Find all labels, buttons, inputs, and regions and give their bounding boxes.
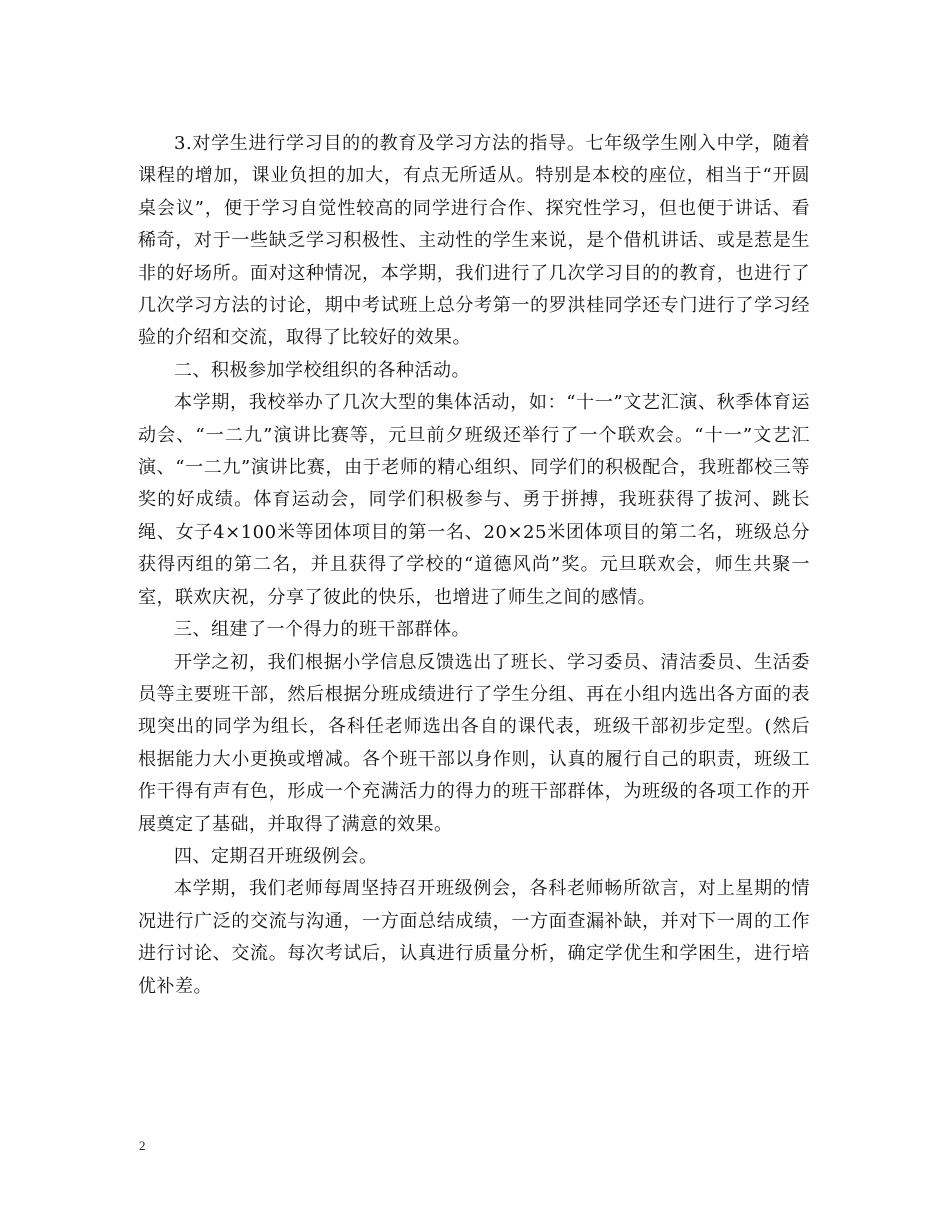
- heading-class-cadres: 三、组建了一个得力的班干部群体。: [174, 619, 470, 641]
- paragraph-class-cadres: 开学之初，我们根据小学信息反馈选出了班长、学习委员、清洁委员、生活委员等主要班干部，然后根据分班成绩进行了学生分组、再在小组内选出各方面的表现突出的同学为组长，各科任老师选出各自的课代表，班级干部初步定型。(然后根据能力大小更换或增减。各个班干部以身作则，认真的履行自己的职责，班级工作干得有声有色，形成一个充满活力的得力的班干部群体，为班级的各项工作的开展奠定了基础，并取得了满意的效果。: [138, 651, 810, 835]
- heading-class-meetings: 四、定期召开班级例会。: [174, 845, 378, 867]
- paragraph-class-meetings: 本学期，我们老师每周坚持召开班级例会，各科老师畅所欲言，对上星期的情况进行广泛的交流与沟通，一方面总结成绩，一方面查漏补缺，并对下一周的工作进行讨论、交流。每次考试后，认真进行质量分析，确定学优生和学困生，进行培优补差。: [138, 878, 810, 997]
- document-body: [138, 128, 810, 1003]
- paragraph-study-guidance: 3.对学生进行学习目的的教育及学习方法的指导。七年级学生刚入中学，随着课程的增加，课业负担的加大，有点无所适从。特别是本校的座位，相当于“开圆桌会议”，便于学习自觉性较高的同学进行合作、探究性学习，但也便于讲话、看稀奇，对于一些缺乏学习积极性、主动性的学生来说，是个借机讲话、或是惹是生非的好场所。面对这种情况，本学期，我们进行了几次学习目的的教育，也进行了几次学习方法的讨论，期中考试班上总分考第一的罗洪桂同学还专门进行了学习经验的介绍和交流，取得了比较好的效果。: [138, 133, 810, 349]
- paragraph-school-activities: 本学期，我校举办了几次大型的集体活动，如：“十一”文艺汇演、秋季体育运动会、“一二九”演讲比赛等，元旦前夕班级还举行了一个联欢会。“十一”文艺汇演、“一二九”演讲比赛，由于老师的精心组织、同学们的积极配合，我班都校三等奖的好成绩。体育运动会，同学们积极参与、勇于拼搏，我班获得了拔河、跳长绳、女子4×100米等团体项目的第一名、20×25米团体项目的第二名，班级总分获得丙组的第二名，并且获得了学校的“道德风尚”奖。元旦联欢会，师生共聚一室，联欢庆祝，分享了彼此的快乐，也增进了师生之间的感情。: [138, 392, 810, 608]
- page-number: 2: [139, 1138, 146, 1153]
- heading-school-activities: 二、积极参加学校组织的各种活动。: [174, 359, 470, 381]
